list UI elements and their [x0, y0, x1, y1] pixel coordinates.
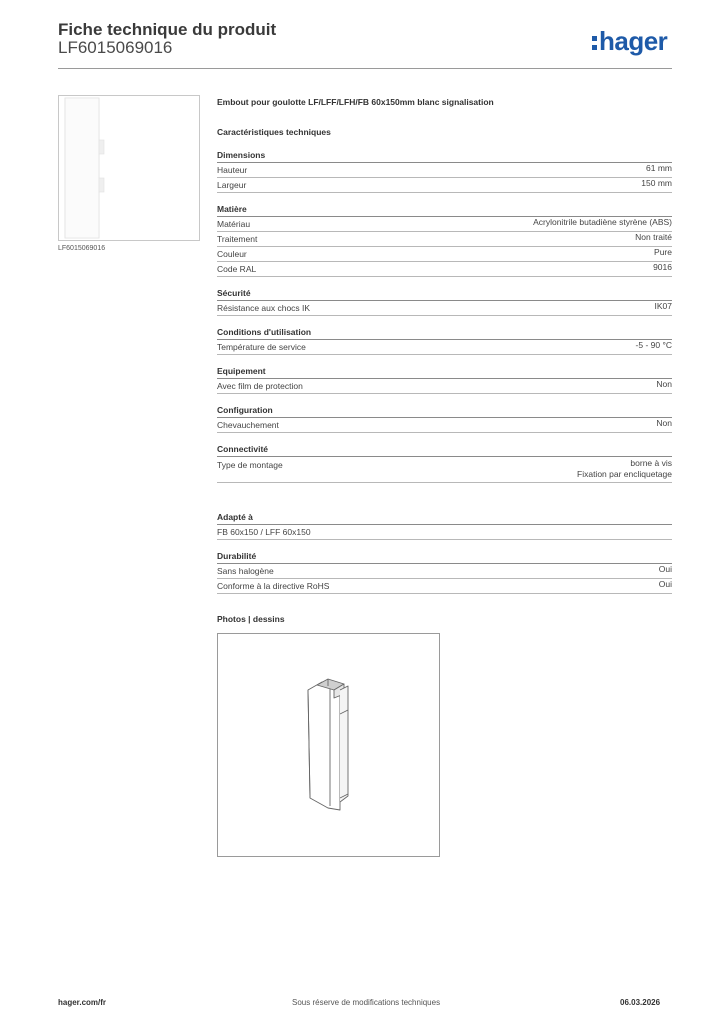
product-photo	[217, 633, 440, 857]
header-divider	[58, 68, 672, 69]
group-heading-equipement: Equipement	[217, 365, 672, 379]
spec-row	[217, 262, 672, 277]
spec-row	[217, 340, 672, 355]
spec-value-line: 61 mm	[646, 163, 672, 173]
spec-row	[217, 217, 672, 232]
spec-label: Température de service	[217, 342, 306, 352]
group-heading-connectivite: Connectivité	[217, 443, 672, 457]
product-thumbnail	[58, 95, 200, 241]
spec-label: Résistance aux chocs IK	[217, 303, 311, 313]
characteristics-heading: Caractéristiques techniques	[217, 127, 331, 137]
spec-label: Type de montage	[217, 460, 283, 470]
spec-value-line: Non	[656, 418, 672, 428]
group-heading-adapte-a: Adapté à	[217, 511, 672, 525]
spec-row	[217, 579, 672, 594]
spec-value-line: Fixation par encliquetage	[577, 469, 672, 479]
spec-label: Chevauchement	[217, 420, 279, 430]
group-heading-conditions-d-utilisation: Conditions d'utilisation	[217, 326, 672, 340]
spec-row	[217, 163, 672, 178]
spec-value-line: Non traité	[635, 232, 672, 242]
spec-row	[217, 178, 672, 193]
spec-value	[635, 232, 672, 246]
spec-label: Code RAL	[217, 264, 257, 274]
spec-value	[659, 564, 672, 578]
spec-value	[656, 379, 672, 393]
specifications	[217, 95, 672, 626]
spec-row	[217, 379, 672, 394]
end-cap-thumbnail-image	[59, 96, 199, 240]
spec-value	[641, 178, 672, 192]
spec-label: Traitement	[217, 234, 258, 244]
spec-label: Hauteur	[217, 165, 248, 175]
page-title: Fiche technique du produit	[58, 20, 277, 39]
footer-notice: Sous réserve de modifications techniques	[292, 998, 441, 1007]
spec-value-line: Oui	[658, 579, 672, 589]
spec-value	[659, 579, 672, 593]
spec-row	[217, 525, 672, 540]
spec-label: Sans halogène	[217, 566, 274, 576]
spec-label: Conforme à la directive RoHS	[217, 581, 330, 591]
spec-value	[577, 458, 672, 480]
footer-website[interactable]: hager.com/fr	[58, 998, 107, 1007]
spec-value-line: Non	[656, 379, 672, 389]
spec-value-line: borne à vis	[630, 458, 672, 468]
spec-row	[217, 418, 672, 433]
spec-value	[655, 301, 673, 315]
logo-colon-icon	[592, 33, 597, 51]
group-heading-durabilite: Durabilité	[217, 550, 672, 564]
spec-row	[217, 564, 672, 579]
spec-label: Avec film de protection	[217, 381, 303, 391]
group-heading-dimensions: Dimensions	[217, 149, 672, 163]
spec-value	[654, 247, 672, 261]
group-heading-matiere: Matière	[217, 203, 672, 217]
compat-groups	[217, 511, 672, 594]
spec-value-line: Pure	[654, 247, 672, 257]
photos-heading: Photos | dessins	[217, 614, 285, 624]
product-name: Embout pour goulotte LF/LFF/LFH/FB 60x150mm blanc signalisation	[217, 97, 494, 107]
group-heading-configuration: Configuration	[217, 404, 672, 418]
spec-value	[533, 217, 672, 231]
spec-label: Matériau	[217, 219, 251, 229]
spec-row	[217, 457, 672, 483]
group-heading-securite: Sécurité	[217, 287, 672, 301]
spec-label: FB 60x150 / LFF 60x150	[217, 527, 311, 537]
spec-value-line: Oui	[658, 564, 672, 574]
footer-date: 06.03.2026	[620, 998, 661, 1007]
spec-value-line: 9016	[653, 262, 672, 272]
spec-row	[217, 301, 672, 316]
spec-value	[656, 418, 672, 432]
hager-logo[interactable]	[592, 26, 667, 56]
spec-value-line: IK07	[654, 301, 672, 311]
spec-value-line: -5 - 90 °C	[635, 340, 672, 350]
spec-value-line: Acrylonitrile butadiène styrène (ABS)	[533, 217, 672, 227]
spec-row	[217, 232, 672, 247]
spec-label: Couleur	[217, 249, 247, 259]
spec-row	[217, 247, 672, 262]
spec-label: Largeur	[217, 180, 247, 190]
spec-value	[653, 262, 672, 276]
end-cap-drawing	[218, 634, 439, 856]
spec-value	[646, 163, 672, 177]
spec-groups	[217, 149, 672, 483]
spec-value	[636, 340, 672, 354]
spec-value-line: 150 mm	[641, 178, 672, 188]
product-reference: LF6015069016	[58, 38, 173, 57]
logo-text: hager	[599, 26, 668, 56]
thumbnail-caption: LF6015069016	[58, 245, 106, 252]
